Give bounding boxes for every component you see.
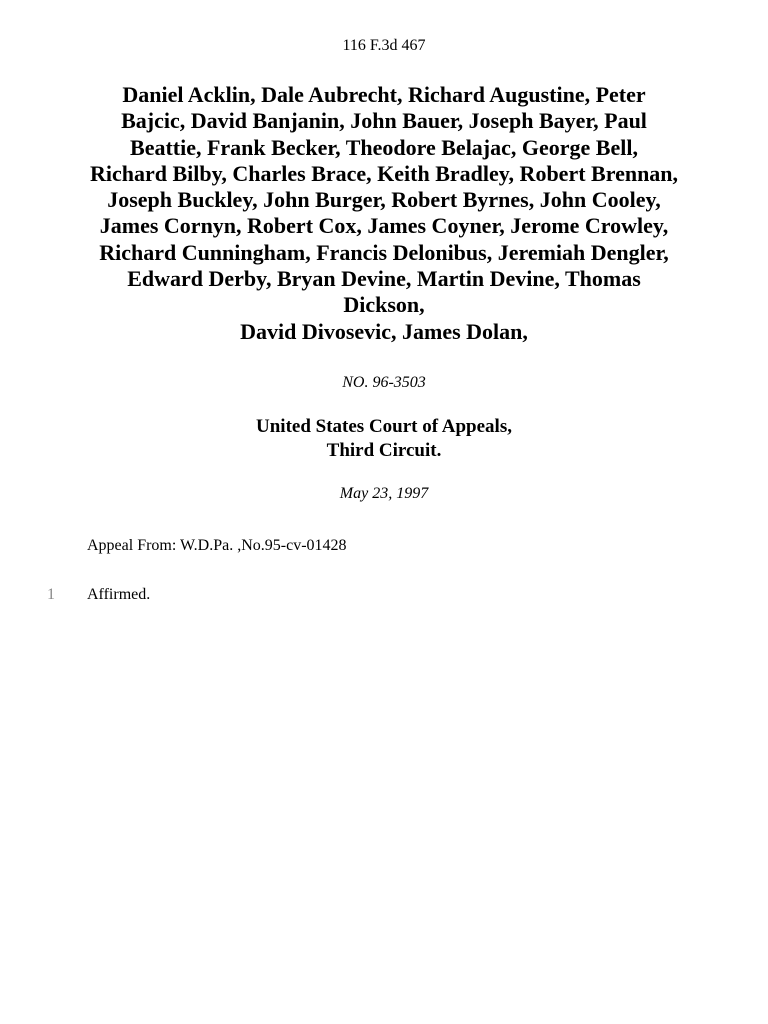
caption-line: Richard Bilby, Charles Brace, Keith Bradley, Robert Brennan, <box>89 160 679 186</box>
court-name-line: United States Court of Appeals, <box>256 416 512 437</box>
court-name <box>0 415 768 463</box>
caption-line: Richard Cunningham, Francis Delonibus, Jeremiah Dengler, <box>99 239 669 265</box>
caption-line: James Cornyn, Robert Cox, James Coyner, Jerome Crowley, <box>99 213 669 239</box>
caption-line: David Divosevic, James Dolan, <box>240 318 528 344</box>
appeal-from: Appeal From: W.D.Pa. ,No.95-cv-01428 <box>87 537 347 554</box>
caption-line: Bajcic, David Banjanin, John Bauer, Joseph Bayer, Paul <box>121 108 647 134</box>
case-caption <box>34 82 734 345</box>
caption-line: Joseph Buckley, John Burger, Robert Byrnes, John Cooley, <box>107 187 661 213</box>
caption-line: Daniel Acklin, Dale Aubrecht, Richard Augustine, Peter <box>122 82 646 107</box>
caption-line: Dickson, <box>343 292 425 318</box>
decision-date: May 23, 1997 <box>339 485 429 502</box>
docket-number: NO. 96-3503 <box>342 374 426 391</box>
paragraph-text: Affirmed. <box>87 586 151 603</box>
case-citation: 116 F.3d 467 <box>342 37 426 54</box>
paragraph-number: 1 <box>47 586 55 603</box>
caption-line: Beattie, Frank Becker, Theodore Belajac, George Bell, <box>130 134 638 160</box>
court-circuit-line: Third Circuit. <box>326 440 442 461</box>
caption-line: Edward Derby, Bryan Devine, Martin Devine, Thomas <box>127 266 641 292</box>
